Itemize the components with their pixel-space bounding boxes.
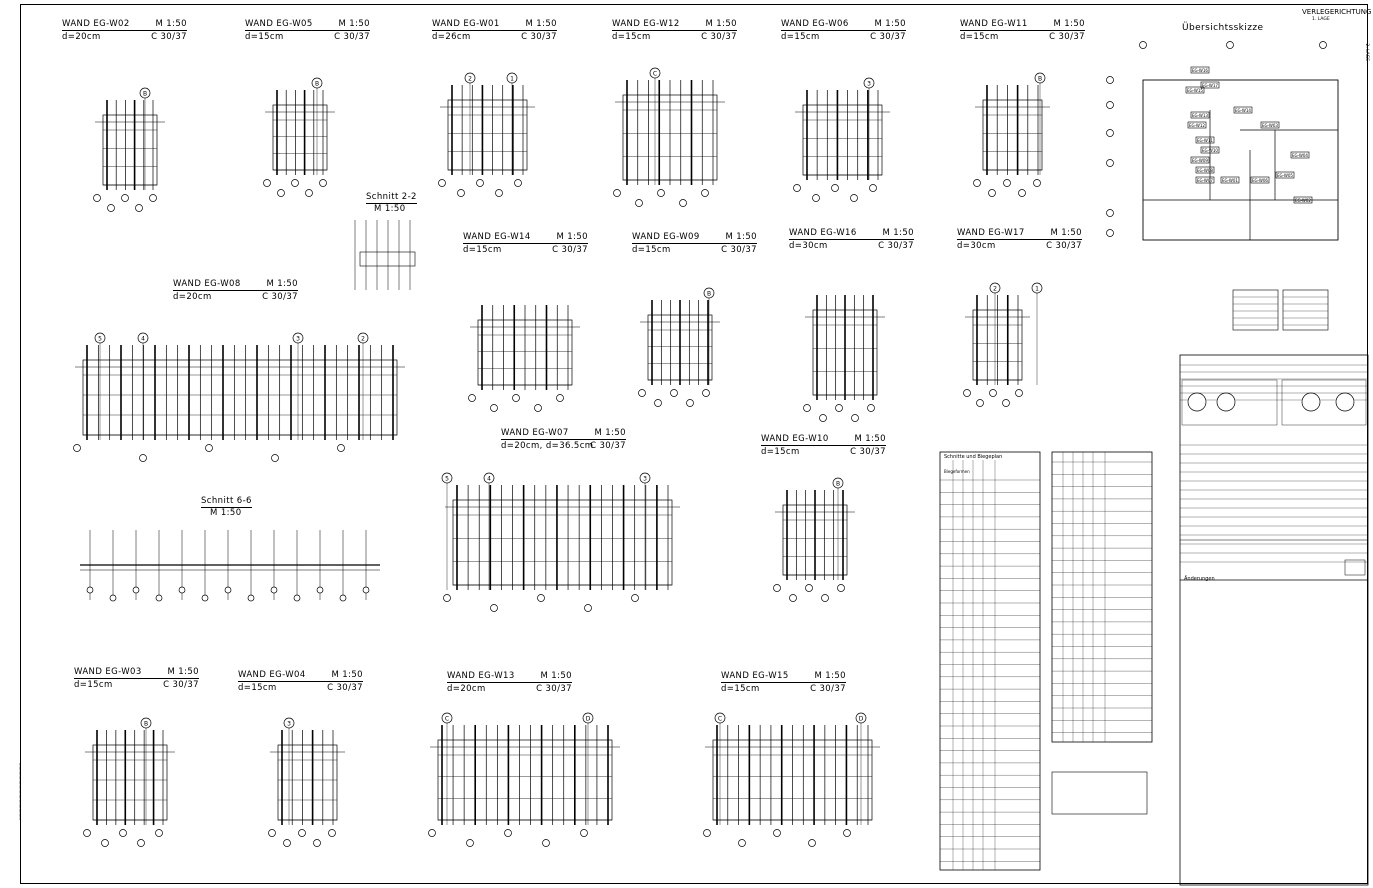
position-marker (225, 587, 231, 593)
title-block (1180, 355, 1368, 885)
position-marker (505, 830, 512, 837)
position-marker (809, 840, 816, 847)
overview-axis (1140, 42, 1147, 49)
wall-name: WAND EG-W08 (173, 279, 241, 289)
axis-label: 3 (287, 720, 291, 728)
wall-title-w10 (761, 435, 886, 446)
position-marker (87, 587, 93, 593)
position-marker (1016, 390, 1023, 397)
position-marker (804, 405, 811, 412)
wall-title-w16 (789, 229, 914, 240)
axis-label: B (835, 480, 841, 488)
wall-scale: M 1:50 (266, 279, 298, 289)
wall-thickness: d=15cm (74, 680, 113, 690)
position-marker (1019, 190, 1026, 197)
axis-label: C (444, 715, 450, 723)
wall-title-w01 (432, 20, 557, 31)
position-marker (585, 605, 592, 612)
section-title-2-2: Schnitt 2-2 (366, 192, 417, 202)
wall-thickness: d=15cm (721, 684, 760, 694)
position-marker (851, 195, 858, 202)
section-scale-6-6: M 1:50 (210, 508, 242, 518)
position-marker (299, 830, 306, 837)
position-marker (513, 395, 520, 402)
wall-props-w01 (432, 33, 557, 42)
overview-axis (1107, 102, 1114, 109)
wall-thickness: d=15cm (612, 32, 651, 42)
wall-scale: M 1:50 (874, 19, 906, 29)
wall-thickness: d=15cm (463, 245, 502, 255)
position-marker (844, 830, 851, 837)
position-marker (84, 830, 91, 837)
wall-title-w15 (721, 672, 846, 683)
overview-tag-label: EG-W07 (1197, 178, 1213, 183)
position-marker (363, 587, 369, 593)
wall-name: WAND EG-W10 (761, 434, 829, 444)
wall-thickness: d=20cm (173, 292, 212, 302)
overview-tag-label: EG-W01 (1222, 178, 1238, 183)
position-marker (820, 415, 827, 422)
wall-props-w06 (781, 33, 906, 42)
axis-label: C (717, 715, 723, 723)
overview-tag-label: EG-W12 (1189, 123, 1205, 128)
wall-scale: M 1:50 (540, 671, 572, 681)
position-marker (340, 595, 346, 601)
position-marker (836, 405, 843, 412)
position-marker (496, 190, 503, 197)
position-marker (538, 595, 545, 602)
wall-name: WAND EG-W05 (245, 19, 313, 29)
wall-props-w08 (173, 293, 298, 302)
wall-title-w06 (781, 20, 906, 31)
position-marker (477, 180, 484, 187)
position-marker (140, 455, 147, 462)
wall-scale: M 1:50 (705, 19, 737, 29)
overview-axis (1107, 160, 1114, 167)
position-marker (790, 595, 797, 602)
position-marker (774, 830, 781, 837)
position-marker (264, 180, 271, 187)
position-marker (133, 587, 139, 593)
axis-label: 3 (296, 335, 300, 343)
wall-props-w05 (245, 33, 370, 42)
wall-thickness: d=15cm (781, 32, 820, 42)
file-path-note: ............................................. (16, 762, 21, 820)
position-marker (444, 595, 451, 602)
wall-props-w03 (74, 681, 199, 690)
wall-drawing-w06 (803, 105, 882, 175)
concrete-class: C 30/37 (334, 32, 370, 42)
axis-label: B (314, 80, 320, 88)
position-marker (614, 190, 621, 197)
wall-thickness: d=15cm (238, 683, 277, 693)
axis-label: 4 (141, 335, 145, 343)
position-marker (702, 190, 709, 197)
wall-scale: M 1:50 (882, 228, 914, 238)
wall-name: WAND EG-W15 (721, 671, 789, 681)
position-marker (269, 830, 276, 837)
wall-title-w02 (62, 20, 187, 31)
axis-label: 2 (361, 335, 365, 343)
position-marker (739, 840, 746, 847)
concrete-class: C 30/37 (536, 684, 572, 694)
position-marker (990, 390, 997, 397)
position-marker (658, 190, 665, 197)
concrete-class: C 30/37 (721, 245, 757, 255)
overview-axis (1107, 210, 1114, 217)
wall-drawing-w07 (453, 500, 672, 585)
wall-scale: M 1:50 (155, 19, 187, 29)
position-marker (94, 195, 101, 202)
wall-scale: M 1:50 (594, 428, 626, 438)
position-marker (469, 395, 476, 402)
wall-title-w12 (612, 20, 737, 31)
position-marker (868, 405, 875, 412)
wall-scale: M 1:50 (1050, 228, 1082, 238)
wall-props-w07 (501, 442, 626, 451)
axis-label: D (858, 715, 864, 723)
schedule-title: Schnitte und Biegeplan (944, 454, 1003, 460)
concrete-class: C 30/37 (521, 32, 557, 42)
axis-label: 1 (1035, 285, 1039, 293)
position-marker (320, 180, 327, 187)
wall-name: WAND EG-W02 (62, 19, 130, 29)
position-marker (671, 390, 678, 397)
overview-tag-label: EG-W06 (1252, 178, 1268, 183)
axis-label: B (1037, 75, 1043, 83)
position-marker (467, 840, 474, 847)
wall-thickness: d=15cm (960, 32, 999, 42)
concrete-class: C 30/37 (552, 245, 588, 255)
overview-tag-label: EG-W05 (1277, 173, 1293, 178)
legend-table-1 (1233, 290, 1278, 330)
overview-tag-label: EG-W14 (1235, 108, 1251, 113)
position-marker (439, 180, 446, 187)
position-marker (852, 415, 859, 422)
concrete-class: C 30/37 (701, 32, 737, 42)
position-marker (138, 840, 145, 847)
position-marker (680, 200, 687, 207)
position-marker (292, 180, 299, 187)
position-marker (870, 185, 877, 192)
overview-tag-label: EG-W17 (1202, 83, 1218, 88)
overview-tag-label: EG-W04 (1292, 153, 1308, 158)
wall-title-w17 (957, 229, 1082, 240)
position-marker (581, 830, 588, 837)
position-marker (156, 595, 162, 601)
direction-label: VERLEGERICHTUNG (1302, 8, 1372, 16)
overview-tag-label: EG-W16 (1192, 68, 1208, 73)
wall-name: WAND EG-W09 (632, 232, 700, 242)
overview-tag-label: EG-W08 (1197, 168, 1213, 173)
position-marker (136, 205, 143, 212)
wall-name: WAND EG-W04 (238, 670, 306, 680)
position-marker (491, 605, 498, 612)
position-marker (110, 595, 116, 601)
wall-scale: M 1:50 (338, 19, 370, 29)
wall-props-w04 (238, 684, 363, 693)
position-marker (687, 400, 694, 407)
concrete-class: C 30/37 (1049, 32, 1085, 42)
position-marker (278, 190, 285, 197)
position-marker (515, 180, 522, 187)
axis-label: 3 (867, 80, 871, 88)
wall-props-w02 (62, 33, 187, 42)
concrete-class: C 30/37 (151, 32, 187, 42)
wall-title-w03 (74, 668, 199, 679)
wall-name: WAND EG-W01 (432, 19, 500, 29)
wall-props-w10 (761, 448, 886, 457)
position-marker (122, 195, 129, 202)
position-marker (806, 585, 813, 592)
wall-props-w17 (957, 242, 1082, 251)
axis-label: 3 (643, 475, 647, 483)
position-marker (272, 455, 279, 462)
position-marker (557, 395, 564, 402)
wall-props-w16 (789, 242, 914, 251)
wall-thickness: d=30cm (957, 241, 996, 251)
overview-title: Übersichtsskizze (1182, 23, 1264, 33)
overview-axis (1107, 130, 1114, 137)
bend-sketch (1302, 393, 1320, 411)
concrete-class: C 30/37 (850, 447, 886, 457)
axis-label: C (652, 70, 658, 78)
position-marker (206, 445, 213, 452)
wall-title-w07 (501, 429, 626, 440)
wall-thickness: d=15cm (245, 32, 284, 42)
section-title-6-6: Schnitt 6-6 (201, 496, 252, 506)
position-marker (429, 830, 436, 837)
wall-title-w11 (960, 20, 1085, 31)
position-marker (294, 595, 300, 601)
wall-props-w11 (960, 33, 1085, 42)
position-marker (989, 190, 996, 197)
legend-table-2 (1283, 290, 1328, 330)
position-marker (636, 200, 643, 207)
concrete-class: C 30/37 (810, 684, 846, 694)
axis-label: B (142, 90, 148, 98)
position-marker (974, 180, 981, 187)
wall-name: WAND EG-W14 (463, 232, 531, 242)
position-marker (977, 400, 984, 407)
position-marker (271, 587, 277, 593)
overview-tag-label: EG-W13 (1192, 113, 1208, 118)
wall-name: WAND EG-W06 (781, 19, 849, 29)
wall-drawing-w03 (93, 745, 167, 820)
wall-drawing-w11 (983, 100, 1042, 170)
position-marker (838, 585, 845, 592)
overview-tag-label: EG-W10 (1202, 148, 1218, 153)
axis-label: 2 (468, 75, 472, 83)
position-marker (284, 840, 291, 847)
concrete-class: C 30/37 (1046, 241, 1082, 251)
position-marker (1003, 400, 1010, 407)
wall-props-w09 (632, 246, 757, 255)
wall-props-w15 (721, 685, 846, 694)
bend-sketch (1336, 393, 1354, 411)
overview-dash (1143, 80, 1338, 240)
wall-drawing-w01 (448, 100, 527, 170)
position-marker (813, 195, 820, 202)
wall-drawing-w08 (83, 360, 397, 435)
position-marker (535, 405, 542, 412)
wall-scale: M 1:50 (331, 670, 363, 680)
position-marker (632, 595, 639, 602)
overview-axis (1107, 77, 1114, 84)
axis-label: 1 (510, 75, 514, 83)
axis-label: B (706, 290, 712, 298)
position-marker (156, 830, 163, 837)
wall-name: WAND EG-W17 (957, 228, 1025, 238)
position-marker (202, 595, 208, 601)
bending-schedule-2 (1052, 452, 1152, 742)
axis-label: D (585, 715, 591, 723)
overview-tag-label: EG-W02 (1295, 198, 1311, 203)
concrete-class: C 30/37 (262, 292, 298, 302)
concrete-class: C 30/37 (878, 241, 914, 251)
position-marker (150, 195, 157, 202)
wall-name: WAND EG-W11 (960, 19, 1028, 29)
position-marker (329, 830, 336, 837)
wall-thickness: d=15cm (761, 447, 800, 457)
position-marker (317, 587, 323, 593)
wall-name: WAND EG-W12 (612, 19, 680, 29)
concrete-class: C 30/37 (327, 683, 363, 693)
position-marker (794, 185, 801, 192)
summary-table (1052, 772, 1147, 814)
layer-1-label: 1. LAGE (1312, 17, 1330, 22)
wall-name: WAND EG-W03 (74, 667, 142, 677)
concrete-class: C 30/37 (163, 680, 199, 690)
position-marker (458, 190, 465, 197)
overview-axis (1227, 42, 1234, 49)
overview-axis (1107, 230, 1114, 237)
wall-name: WAND EG-W07 (501, 428, 569, 438)
bend-sketch (1217, 393, 1235, 411)
bending-schedule-1 (940, 452, 1040, 870)
wall-title-w08 (173, 280, 298, 291)
wall-scale: M 1:50 (725, 232, 757, 242)
position-marker (306, 190, 313, 197)
wall-scale: M 1:50 (167, 667, 199, 677)
wall-scale: M 1:50 (556, 232, 588, 242)
position-marker (248, 595, 254, 601)
axis-label: 5 (445, 475, 449, 483)
axis-label: 5 (98, 335, 102, 343)
position-marker (314, 840, 321, 847)
wall-scale: M 1:50 (525, 19, 557, 29)
position-marker (543, 840, 550, 847)
position-marker (704, 830, 711, 837)
overview-tag-label: EG-W11 (1197, 138, 1213, 143)
position-marker (102, 840, 109, 847)
wall-thickness: d=30cm (789, 241, 828, 251)
position-marker (491, 405, 498, 412)
overview-tag-label: EG-W03 (1262, 123, 1278, 128)
position-marker (703, 390, 710, 397)
wall-name: WAND EG-W13 (447, 671, 515, 681)
position-marker (774, 585, 781, 592)
axis-label: 4 (487, 475, 491, 483)
position-marker (822, 595, 829, 602)
wall-thickness: d=15cm (632, 245, 671, 255)
wall-scale: M 1:50 (814, 671, 846, 681)
wall-thickness: d=20cm, d=36.5cm (501, 441, 594, 451)
layer-2-label: 2. LAGE (1364, 43, 1370, 62)
position-marker (639, 390, 646, 397)
concrete-class: C 30/37 (590, 441, 626, 451)
position-marker (338, 445, 345, 452)
position-marker (964, 390, 971, 397)
wall-props-w13 (447, 685, 572, 694)
wall-title-w05 (245, 20, 370, 31)
wall-drawing-w05 (273, 105, 327, 170)
wall-scale: M 1:50 (854, 434, 886, 444)
wall-title-w04 (238, 671, 363, 682)
wall-props-w12 (612, 33, 737, 42)
concrete-class: C 30/37 (870, 32, 906, 42)
wall-props-w14 (463, 246, 588, 255)
position-marker (74, 445, 81, 452)
position-marker (179, 587, 185, 593)
wall-drawing-w02 (103, 115, 157, 185)
wall-name: WAND EG-W16 (789, 228, 857, 238)
stamp-box (1345, 560, 1365, 575)
position-marker (832, 185, 839, 192)
wall-title-w14 (463, 233, 588, 244)
wall-drawing-w04 (278, 745, 337, 820)
wall-thickness: d=26cm (432, 32, 471, 42)
section-2-2-drawing (360, 252, 415, 266)
schedule-subtitle: Biegeformen (944, 469, 970, 474)
bend-sketch (1188, 393, 1206, 411)
position-marker (1034, 180, 1041, 187)
overview-tag-label: EG-W09 (1192, 158, 1208, 163)
overview-tag-label: EG-W15 (1187, 88, 1203, 93)
wall-title-w13 (447, 672, 572, 683)
wall-title-w09 (632, 233, 757, 244)
position-marker (655, 400, 662, 407)
axis-label: B (143, 720, 149, 728)
axis-label: 2 (993, 285, 997, 293)
overview-outline (1143, 80, 1338, 240)
wall-thickness: d=20cm (62, 32, 101, 42)
wall-scale: M 1:50 (1053, 19, 1085, 29)
overview-axis (1320, 42, 1327, 49)
revisions-label: Änderungen (1184, 576, 1215, 582)
position-marker (120, 830, 127, 837)
section-scale-2-2: M 1:50 (374, 204, 406, 214)
position-marker (1004, 180, 1011, 187)
position-marker (108, 205, 115, 212)
wall-thickness: d=20cm (447, 684, 486, 694)
